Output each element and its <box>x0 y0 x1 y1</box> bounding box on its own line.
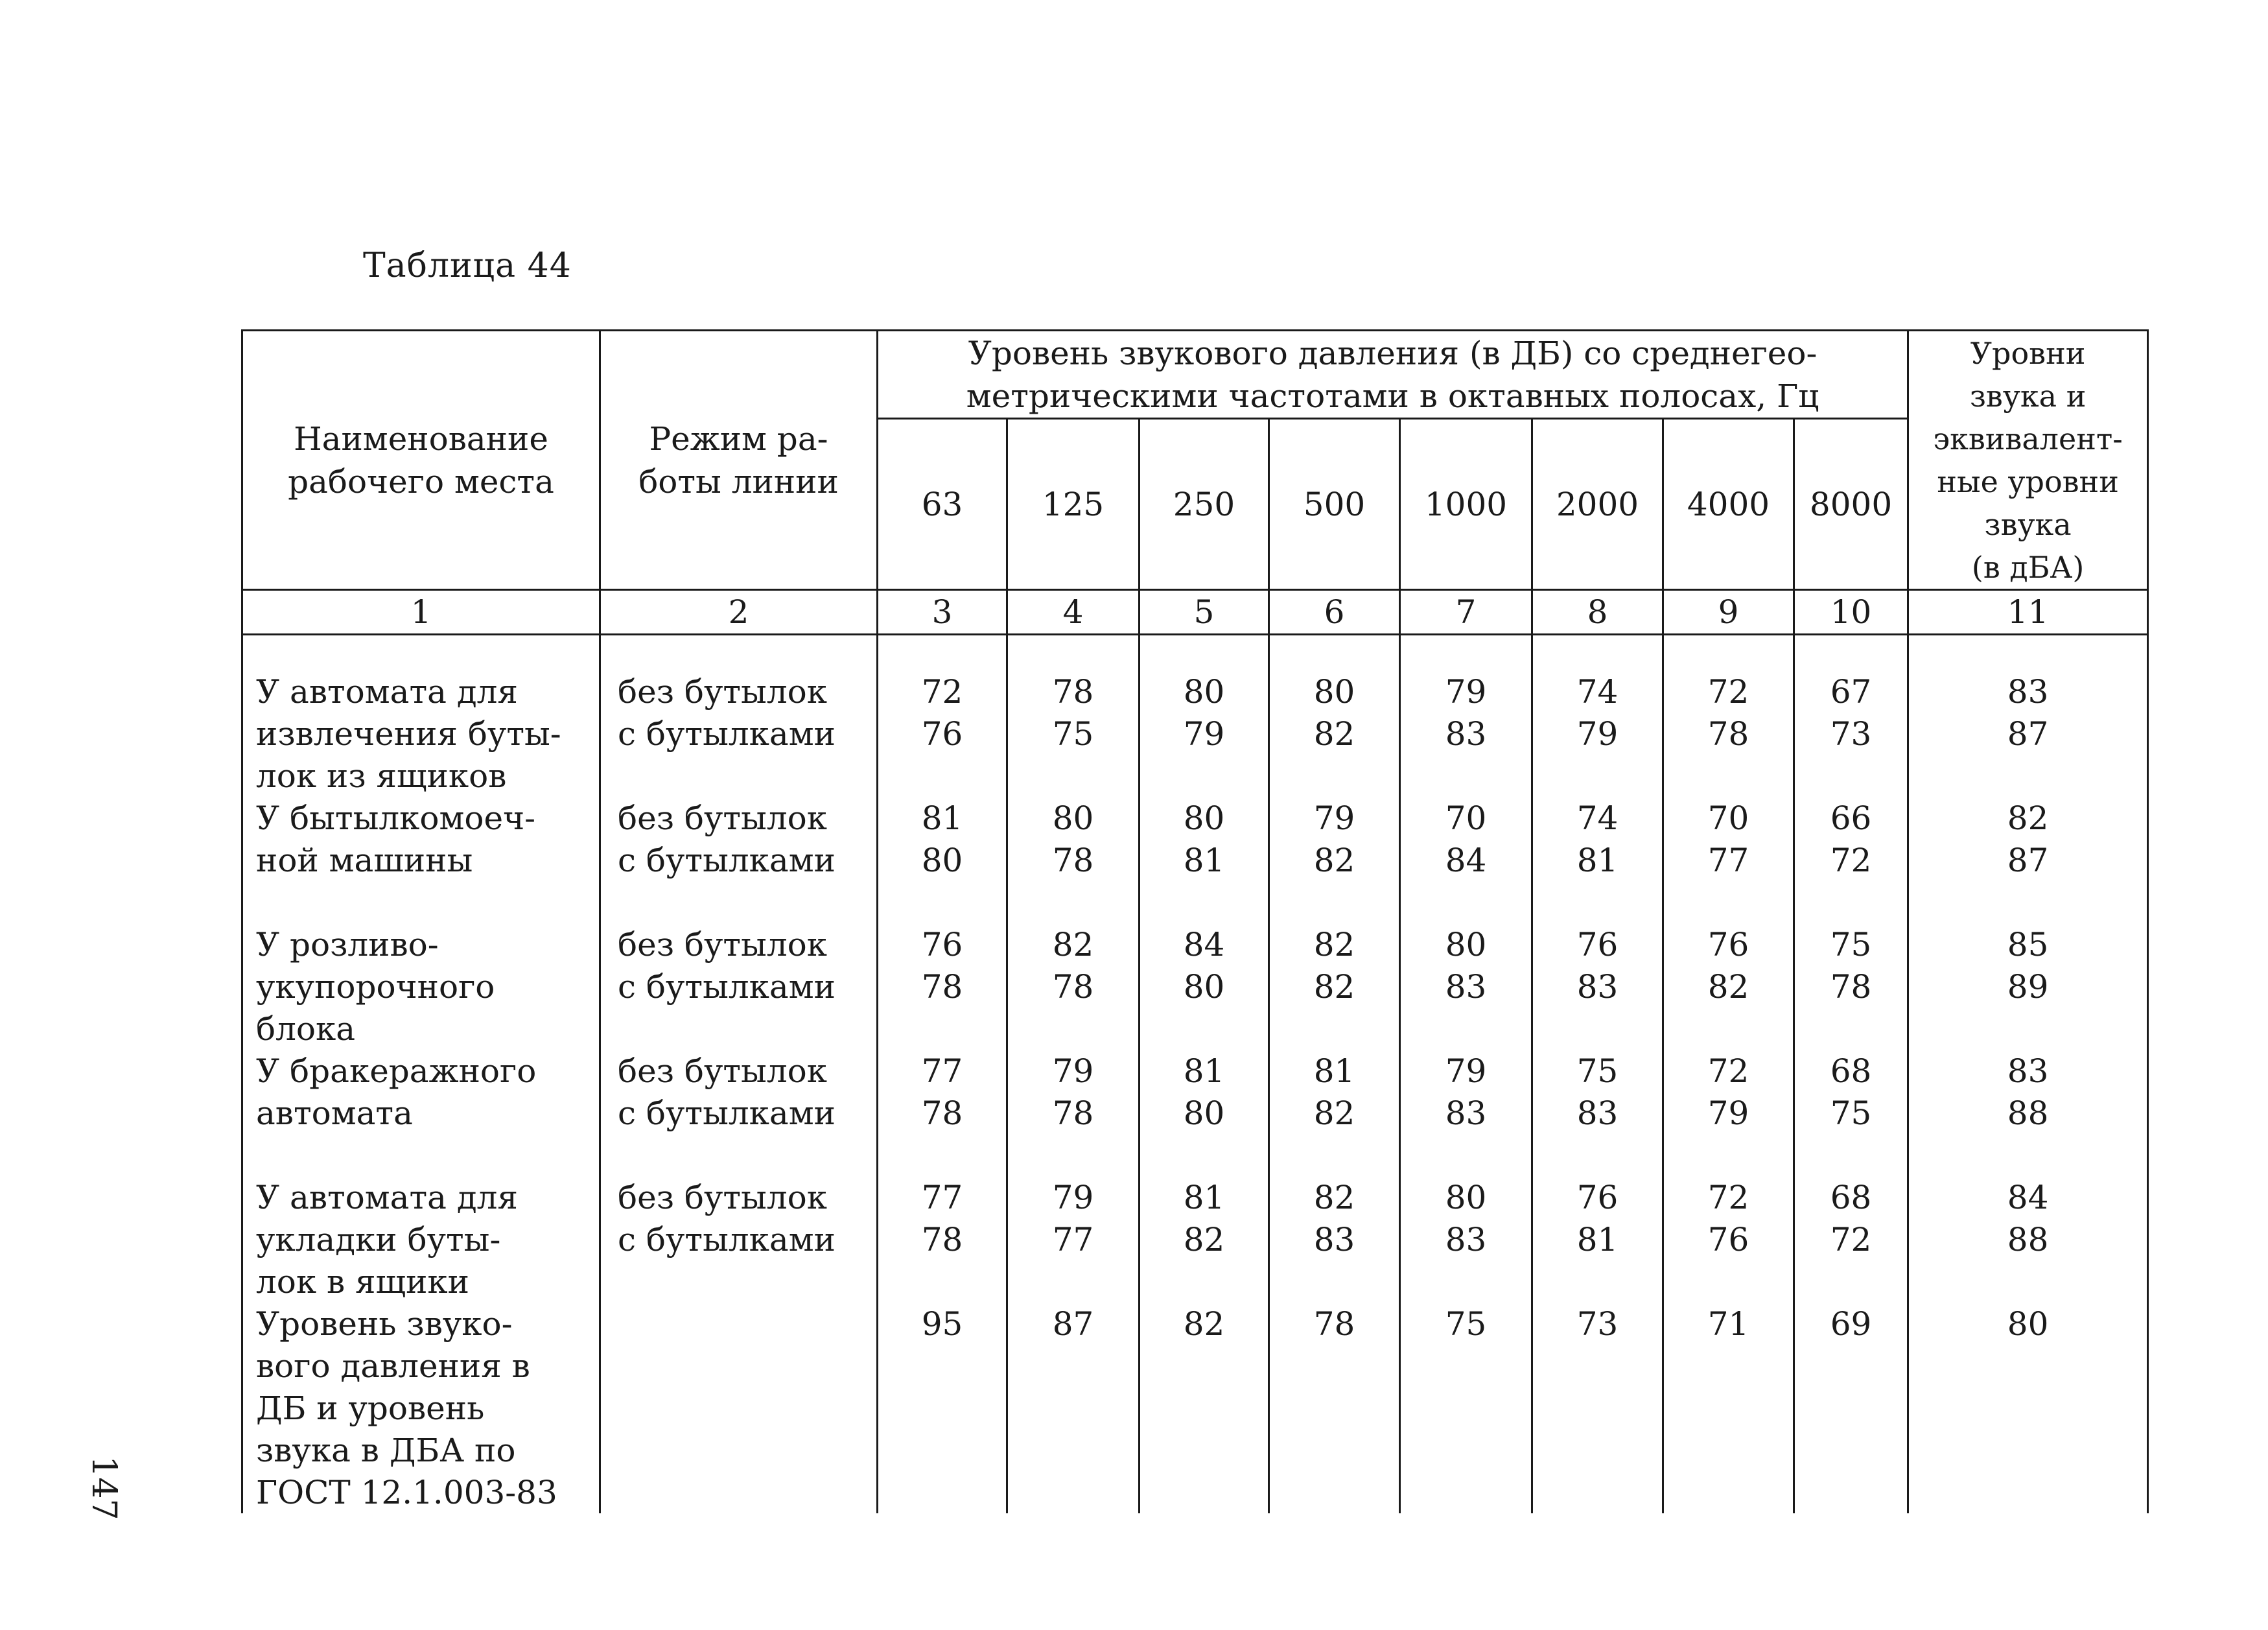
value-cell: 76 <box>921 715 963 753</box>
value-column-8 <box>1532 635 1663 1514</box>
value-cell: 77 <box>921 1179 963 1216</box>
value-cell: 83 <box>2007 673 2049 711</box>
mode-cell <box>618 1134 876 1176</box>
value-cell: 78 <box>1052 842 1094 879</box>
value-cell <box>1270 1008 1399 1050</box>
value-cell: 76 <box>1707 1221 1749 1258</box>
value-cell <box>1140 1471 1268 1513</box>
value-cell: 70 <box>1445 799 1487 837</box>
value-column-3 <box>878 635 1007 1514</box>
value-cell: 82 <box>1313 1094 1355 1132</box>
value-cell <box>1401 881 1531 923</box>
value-cell: 76 <box>1576 926 1619 963</box>
value-cell <box>1008 1387 1138 1429</box>
value-cell: 79 <box>1445 673 1487 711</box>
column-number-3: 3 <box>878 590 1007 635</box>
value-cell: 95 <box>921 1305 963 1343</box>
value-cell: 84 <box>1445 842 1487 879</box>
header-frequency-8000: 8000 <box>1794 419 1908 590</box>
value-cell <box>1270 1471 1399 1513</box>
value-cell: 76 <box>1576 1179 1619 1216</box>
value-cell: 84 <box>2007 1179 2049 1216</box>
value-cell <box>1795 1345 1907 1387</box>
value-cell <box>1909 1345 2147 1387</box>
value-cell: 81 <box>1576 842 1619 879</box>
workplace-name-line: вого давления в <box>256 1347 530 1385</box>
value-cell <box>1008 1345 1138 1387</box>
value-cell <box>1909 755 2147 797</box>
value-cell <box>1533 1008 1662 1050</box>
header-frequency-250: 250 <box>1140 419 1269 590</box>
value-cell: 75 <box>1830 926 1872 963</box>
workplace-name-line: укладки буты- <box>256 1221 501 1258</box>
value-cell <box>1909 1429 2147 1471</box>
value-cell: 83 <box>1445 1221 1487 1258</box>
header-frequency-4000: 4000 <box>1663 419 1794 590</box>
workplace-name-line: ной машины <box>256 842 473 879</box>
value-cell: 82 <box>1313 926 1355 963</box>
workplace-name-line <box>256 881 599 923</box>
value-cell: 82 <box>1313 968 1355 1006</box>
column-number-2: 2 <box>600 590 878 635</box>
value-cell <box>1664 1387 1793 1429</box>
value-cell <box>1909 881 2147 923</box>
value-cell: 81 <box>1576 1221 1619 1258</box>
value-cell <box>1795 881 1907 923</box>
value-cell <box>1909 1387 2147 1429</box>
value-cell: 87 <box>2007 842 2049 879</box>
value-cell: 76 <box>1707 926 1749 963</box>
value-cell <box>1401 1008 1531 1050</box>
value-cell: 79 <box>1052 1179 1094 1216</box>
value-cell <box>1270 1429 1399 1471</box>
header-frequency-125: 125 <box>1007 419 1140 590</box>
value-cell <box>1664 1134 1793 1176</box>
value-cell <box>1140 1008 1268 1050</box>
value-cell: 72 <box>1830 842 1872 879</box>
value-cell: 73 <box>1576 1305 1619 1343</box>
value-cell <box>1008 1429 1138 1471</box>
value-cell: 78 <box>1830 968 1872 1006</box>
header-workplace: Наименование рабочего места <box>242 331 600 590</box>
value-cell: 78 <box>1052 1094 1094 1132</box>
column-number-8: 8 <box>1532 590 1663 635</box>
workplace-name-line: лок из ящиков <box>256 757 507 795</box>
value-cell <box>1401 1471 1531 1513</box>
value-cell: 72 <box>1707 1052 1749 1090</box>
value-cell: 74 <box>1576 673 1619 711</box>
value-cell <box>1008 1134 1138 1176</box>
value-cell <box>1008 1260 1138 1303</box>
value-cell <box>1140 755 1268 797</box>
value-cell <box>1008 1471 1138 1513</box>
mode-cell <box>618 1387 876 1429</box>
value-cell <box>1401 1260 1531 1303</box>
value-cell <box>878 1345 1006 1387</box>
value-cell: 79 <box>1445 1052 1487 1090</box>
value-cell <box>1270 1134 1399 1176</box>
value-cell <box>1664 1008 1793 1050</box>
workplace-name-line: У розливо- <box>256 926 439 963</box>
workplace-name-line: У бракеражного <box>256 1052 537 1090</box>
value-cell: 78 <box>1707 715 1749 753</box>
value-cell: 80 <box>2007 1305 2049 1343</box>
value-cell <box>1795 1471 1907 1513</box>
mode-column <box>600 635 878 1514</box>
mode-cell: без бутылок <box>618 799 827 837</box>
header-sound-level: Уровни звука и эквивалент- ные уровни звука (в дБА) <box>1908 331 2148 590</box>
value-cell <box>1795 1134 1907 1176</box>
value-cell: 80 <box>1052 799 1094 837</box>
value-cell <box>1664 1260 1793 1303</box>
value-cell: 80 <box>1445 1179 1487 1216</box>
value-cell: 81 <box>921 799 963 837</box>
value-cell: 75 <box>1830 1094 1872 1132</box>
header-frequency-group: Уровень звукового давления (в ДБ) со среднегео- метрическими частотами в октавных полосах, Гц <box>878 331 1908 419</box>
mode-cell: без бутылок <box>618 673 827 711</box>
value-cell <box>878 1134 1006 1176</box>
table-caption: Таблица 44 <box>363 246 572 285</box>
value-cell: 80 <box>1183 799 1225 837</box>
workplace-name-line: блока <box>256 1010 356 1048</box>
workplace-name-line: У автомата для <box>256 673 518 711</box>
mode-cell <box>618 1471 876 1513</box>
workplace-name-line: автомата <box>256 1094 413 1132</box>
value-cell: 83 <box>1445 715 1487 753</box>
value-cell <box>1533 1471 1662 1513</box>
value-cell <box>1270 755 1399 797</box>
value-cell <box>1140 1260 1268 1303</box>
value-cell: 79 <box>1313 799 1355 837</box>
value-cell: 74 <box>1576 799 1619 837</box>
value-cell <box>878 755 1006 797</box>
value-cell: 78 <box>921 968 963 1006</box>
column-number-4: 4 <box>1007 590 1140 635</box>
value-cell: 81 <box>1313 1052 1355 1090</box>
value-cell <box>1140 1345 1268 1387</box>
value-column-4 <box>1007 635 1140 1514</box>
value-cell <box>1140 881 1268 923</box>
value-cell: 78 <box>921 1221 963 1258</box>
value-cell: 80 <box>1313 673 1355 711</box>
value-cell: 82 <box>2007 799 2049 837</box>
value-cell: 82 <box>1183 1305 1225 1343</box>
value-cell <box>1533 1260 1662 1303</box>
value-cell: 79 <box>1052 1052 1094 1090</box>
value-cell: 79 <box>1576 715 1619 753</box>
value-cell: 76 <box>921 926 963 963</box>
value-cell <box>1533 881 1662 923</box>
value-cell <box>1664 881 1793 923</box>
value-cell: 75 <box>1052 715 1094 753</box>
header-frequency-63: 63 <box>878 419 1007 590</box>
workplace-name-line: звука в ДБА по <box>256 1432 516 1469</box>
value-cell: 77 <box>921 1052 963 1090</box>
header-frequency-500: 500 <box>1269 419 1400 590</box>
value-cell <box>878 1260 1006 1303</box>
value-cell: 77 <box>1707 842 1749 879</box>
value-cell <box>878 1008 1006 1050</box>
mode-cell: с бутылками <box>618 715 836 753</box>
value-cell <box>1401 1387 1531 1429</box>
value-cell: 87 <box>2007 715 2049 753</box>
value-cell: 80 <box>1183 968 1225 1006</box>
mode-cell <box>618 755 876 797</box>
workplace-name-line: У автомата для <box>256 1179 518 1216</box>
value-cell: 83 <box>1576 968 1619 1006</box>
value-cell: 83 <box>1445 1094 1487 1132</box>
value-cell <box>1533 755 1662 797</box>
value-cell: 88 <box>2007 1094 2049 1132</box>
value-cell: 82 <box>1052 926 1094 963</box>
workplace-name-line: укупорочного <box>256 968 495 1006</box>
value-cell: 83 <box>1445 968 1487 1006</box>
value-column-10 <box>1794 635 1908 1514</box>
value-column-9 <box>1663 635 1794 1514</box>
mode-cell: с бутылками <box>618 1094 836 1132</box>
value-cell: 68 <box>1830 1179 1872 1216</box>
column-number-10: 10 <box>1794 590 1908 635</box>
value-cell <box>1401 1429 1531 1471</box>
value-cell: 78 <box>1313 1305 1355 1343</box>
value-column-11 <box>1908 635 2148 1514</box>
value-cell: 77 <box>1052 1221 1094 1258</box>
workplace-name-line <box>256 1134 599 1176</box>
value-cell: 82 <box>1313 715 1355 753</box>
value-cell <box>1795 1387 1907 1429</box>
value-cell: 89 <box>2007 968 2049 1006</box>
value-cell: 83 <box>1313 1221 1355 1258</box>
value-cell: 79 <box>1183 715 1225 753</box>
value-cell: 85 <box>2007 926 2049 963</box>
value-cell <box>1008 755 1138 797</box>
value-cell: 71 <box>1707 1305 1749 1343</box>
header-frequency-1000: 1000 <box>1400 419 1532 590</box>
value-cell <box>1270 881 1399 923</box>
value-cell: 75 <box>1445 1305 1487 1343</box>
mode-cell <box>618 1008 876 1050</box>
value-cell: 87 <box>1052 1305 1094 1343</box>
value-cell <box>878 881 1006 923</box>
value-cell <box>1664 755 1793 797</box>
value-cell: 82 <box>1707 968 1749 1006</box>
value-cell <box>878 1429 1006 1471</box>
mode-cell: без бутылок <box>618 926 827 963</box>
value-cell <box>1909 1260 2147 1303</box>
value-cell: 69 <box>1830 1305 1872 1343</box>
value-cell: 80 <box>921 842 963 879</box>
value-cell <box>1664 1429 1793 1471</box>
value-cell <box>1533 1345 1662 1387</box>
value-cell <box>1909 1471 2147 1513</box>
workplace-name-line: У бытылкомоеч- <box>256 799 536 837</box>
column-number-6: 6 <box>1269 590 1400 635</box>
value-cell: 73 <box>1830 715 1872 753</box>
value-cell <box>1401 1134 1531 1176</box>
value-cell: 72 <box>1830 1221 1872 1258</box>
value-cell: 82 <box>1313 1179 1355 1216</box>
value-cell <box>1140 1387 1268 1429</box>
workplace-name-line: лок в ящики <box>256 1263 469 1301</box>
value-column-7 <box>1400 635 1532 1514</box>
column-number-7: 7 <box>1400 590 1532 635</box>
value-cell <box>1533 1387 1662 1429</box>
value-cell: 72 <box>1707 1179 1749 1216</box>
value-cell <box>1008 881 1138 923</box>
value-cell: 79 <box>1707 1094 1749 1132</box>
mode-cell <box>618 881 876 923</box>
value-cell <box>1401 755 1531 797</box>
value-cell: 72 <box>1707 673 1749 711</box>
value-cell: 82 <box>1313 842 1355 879</box>
value-cell: 81 <box>1183 1052 1225 1090</box>
value-cell: 78 <box>1052 968 1094 1006</box>
value-cell: 81 <box>1183 1179 1225 1216</box>
workplace-name-line: ДБ и уровень <box>256 1389 485 1427</box>
value-cell <box>1270 1345 1399 1387</box>
value-cell: 84 <box>1183 926 1225 963</box>
value-cell <box>1909 1008 2147 1050</box>
noise-level-table <box>241 329 2149 1513</box>
value-cell: 80 <box>1183 1094 1225 1132</box>
mode-cell: с бутылками <box>618 1221 836 1258</box>
mode-cell <box>618 1260 876 1303</box>
value-cell <box>1795 1260 1907 1303</box>
value-cell <box>1664 1471 1793 1513</box>
column-number-5: 5 <box>1140 590 1269 635</box>
value-cell <box>1795 755 1907 797</box>
value-cell <box>1533 1429 1662 1471</box>
column-number-1: 1 <box>242 590 600 635</box>
value-cell <box>878 1387 1006 1429</box>
value-cell: 80 <box>1445 926 1487 963</box>
mode-cell: без бутылок <box>618 1052 827 1090</box>
mode-cell <box>618 1429 876 1471</box>
value-column-5 <box>1140 635 1269 1514</box>
value-cell <box>1008 1008 1138 1050</box>
value-cell: 82 <box>1183 1221 1225 1258</box>
column-number-9: 9 <box>1663 590 1794 635</box>
value-cell <box>1270 1260 1399 1303</box>
value-cell <box>1909 1134 2147 1176</box>
value-column-6 <box>1269 635 1400 1514</box>
workplace-name-line: ГОСТ 12.1.003-83 <box>256 1474 557 1511</box>
value-cell: 68 <box>1830 1052 1872 1090</box>
header-frequency-2000: 2000 <box>1532 419 1663 590</box>
value-cell <box>1140 1429 1268 1471</box>
value-cell <box>1401 1345 1531 1387</box>
value-cell <box>878 1471 1006 1513</box>
mode-cell: с бутылками <box>618 968 836 1006</box>
mode-cell: без бутылок <box>618 1179 827 1216</box>
value-cell: 81 <box>1183 842 1225 879</box>
value-cell <box>1795 1008 1907 1050</box>
value-cell <box>1664 1345 1793 1387</box>
mode-cell <box>618 1303 876 1345</box>
value-cell: 78 <box>921 1094 963 1132</box>
value-cell: 83 <box>2007 1052 2049 1090</box>
value-cell: 88 <box>2007 1221 2049 1258</box>
workplace-column <box>242 635 600 1514</box>
value-cell: 70 <box>1707 799 1749 837</box>
page-number: 147 <box>84 1456 123 1520</box>
value-cell: 67 <box>1830 673 1872 711</box>
header-mode: Режим ра- боты линии <box>600 331 878 590</box>
value-cell <box>1270 1387 1399 1429</box>
value-cell: 83 <box>1576 1094 1619 1132</box>
value-cell <box>1795 1429 1907 1471</box>
value-cell <box>1533 1134 1662 1176</box>
mode-cell <box>618 1345 876 1387</box>
value-cell: 66 <box>1830 799 1872 837</box>
value-cell: 80 <box>1183 673 1225 711</box>
workplace-name-line: Уровень звуко- <box>256 1305 513 1343</box>
value-cell <box>1140 1134 1268 1176</box>
value-cell: 72 <box>921 673 963 711</box>
value-cell: 78 <box>1052 673 1094 711</box>
value-cell: 75 <box>1576 1052 1619 1090</box>
mode-cell: с бутылками <box>618 842 836 879</box>
column-number-11: 11 <box>1908 590 2148 635</box>
workplace-name-line: извлечения буты- <box>256 715 561 753</box>
